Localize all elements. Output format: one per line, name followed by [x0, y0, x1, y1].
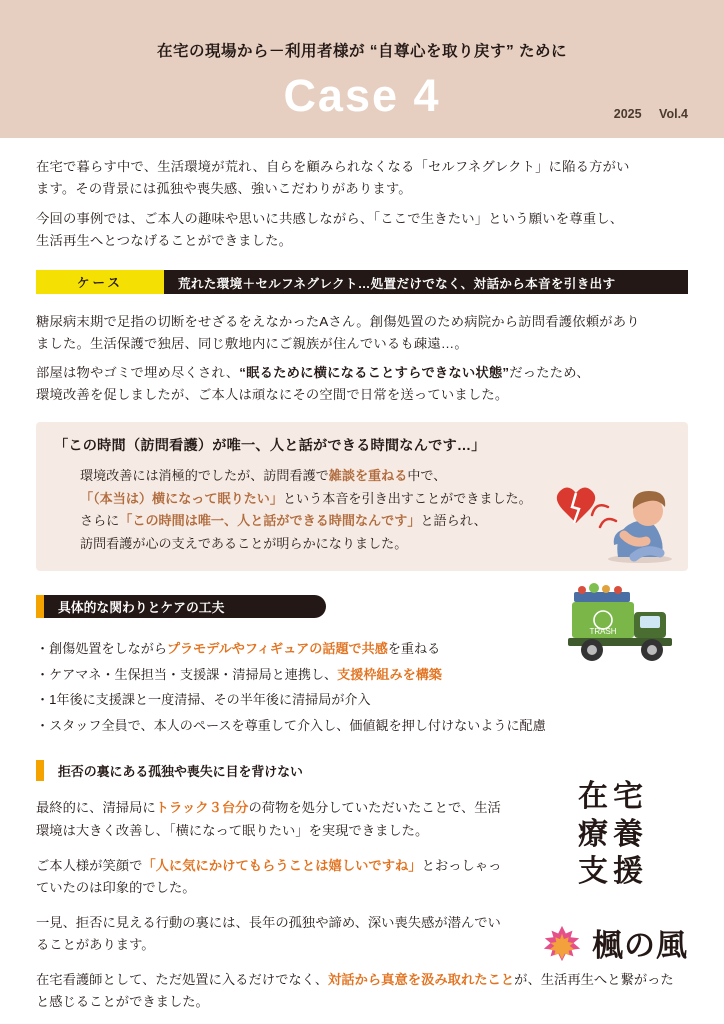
case-desc-line-3c: だったため、 [509, 365, 590, 381]
quote-line-1-emphasis: 雑談を重ねる [328, 468, 408, 484]
bullet-1-text-b: を重ねる [387, 641, 441, 657]
section-heading-loneliness-label: 拒否の裏にある孤独や喪失に目を背けない [58, 764, 303, 780]
closing-2b: とお [421, 857, 449, 873]
closing-paragraph-3 [36, 912, 506, 956]
company-logo-name: 楓の風 [592, 928, 688, 964]
case-desc-line-2: ました。生活保護で独居、同じ敷地内にご親族が住んでいるも疎遠…。 [36, 335, 468, 351]
bullet-4-text-a: ・スタッフ全員で、本人のペースを尊重して介入し、価値観を押し付けないように配慮 [36, 717, 546, 733]
header-meta [600, 107, 688, 121]
bullet-2-emphasis: 支援枠組みを構築 [337, 666, 442, 682]
accent-bar-icon [36, 760, 44, 781]
closing-4a: 在宅看護師として、ただ処置に入るだけでなく、 [36, 971, 328, 987]
brush-logo-line-3: 支援 [578, 854, 648, 889]
closing-2c: っしゃっていたのは印象的でした。 [36, 857, 502, 895]
case-banner-text: 荒れた環境＋セルフネグレクト…処置だけでなく、対話から本音を引き出す [164, 270, 688, 294]
closing-paragraph-1 [36, 797, 506, 841]
quote-line-1a: 環境改善には消極的でしたが、訪問看護で [80, 468, 329, 484]
closing-paragraph-4 [36, 969, 676, 1013]
document-header [0, 0, 724, 138]
quote-line-2-emphasis: 「（本当は）横になって眠りたい」 [80, 490, 283, 506]
list-item [36, 687, 688, 713]
closing-3a: 一見、拒否に見える行動の裏には、長年の孤独や諦め、深い喪失感が [36, 914, 448, 930]
brush-calligraphy-logo [538, 778, 688, 898]
closing-1-emphasis: トラック３台分 [155, 800, 249, 816]
closing-1c: で、生活環境は大きく改善し、「横になって眠りたい」を実現できま [36, 800, 501, 838]
quote-line-3a: さらに [80, 513, 120, 529]
closing-paragraph-2 [36, 855, 506, 899]
closing-4-emphasis: 対話から真意を汲み [328, 971, 448, 987]
sitting-person-illustration [556, 471, 676, 563]
header-volume: Vol.4 [659, 107, 688, 121]
case-desc-line-3-emphasis: “眠るために横になることすらできない状態” [239, 365, 510, 381]
bullet-2-text-a: ・ケアマネ・生保担当・支援課・清掃局と連携し、 [36, 666, 338, 682]
quote-line-1c: 中で、 [407, 468, 447, 484]
intro-line-4: 生活再生へとつなげることができました。 [36, 232, 293, 248]
quote-line-3-emphasis: 「この時間は唯一、人と話ができる時間なんです」 [119, 513, 421, 529]
intro-line-2: ます。その背景には孤独や喪失感、強いこだわりがあります。 [36, 180, 412, 196]
brush-logo-line-2: 療養 [578, 816, 648, 852]
case-desc-line-3 [36, 362, 688, 384]
page-title: Case 4 [283, 70, 441, 121]
case-banner-label: ケース [36, 270, 164, 294]
intro-paragraph [36, 156, 688, 251]
quote-line-4: 訪問看護が心の支えであることが明らかになりました。 [80, 535, 408, 551]
header-year: 2025 [613, 107, 642, 121]
intro-line-3: 今回の事例では、ご本人の趣味や思いに共感しながら、「ここで生きたい」という願いを尊重し、 [36, 211, 624, 227]
case-desc-line-4: 環境改善を促しましたが、ご本人は頑なにその空間で日常を送っていました。 [36, 386, 509, 402]
brush-logo-line-1: 在宅 [578, 779, 648, 814]
closing-4-emphasis-2: 取れたこと [447, 971, 515, 987]
intro-line-1: 在宅で暮らす中で、生活環境が荒れ、自らを顧みられなくなる「セルフネグレクト」に陥る方がい [36, 159, 630, 174]
closing-1d: した。 [388, 822, 429, 838]
quote-line-3c: と語られ、 [420, 513, 487, 529]
bullet-1-emphasis: プラモデルやフィギュアの話題で共感 [166, 641, 388, 657]
case-desc-line-3a: 部屋は物やゴミで埋め尽くされ、 [36, 365, 240, 381]
bullet-1-text-a: ・創傷処置をしながら [36, 641, 167, 657]
list-item [36, 713, 688, 739]
section-heading-care [36, 595, 326, 618]
quote-panel [36, 422, 688, 571]
closing-4c: が、生活再生へと繋がったと感じることができました。 [36, 971, 674, 1009]
section-heading-care-label: 具体的な関わりとケアの工夫 [58, 600, 225, 616]
case-desc-line-1: 糖尿病末期で足指の切断をせざるをえなかったAさん。創傷処置のため病院から訪問看護依頼があり [36, 314, 640, 330]
company-logo [541, 920, 688, 965]
closing-1a: 最終的に、清掃局に [36, 800, 156, 816]
closing-1b: の荷物を処分していただいたこと [248, 800, 448, 816]
accent-bar-icon [36, 595, 44, 618]
truck-label: TRASH [589, 627, 617, 636]
quote-line-2b: という本音を引き出すことができました。 [282, 490, 532, 506]
closing-2a: ご本人様が笑顔で [36, 857, 143, 873]
case-banner [36, 270, 688, 294]
closing-2-emphasis: 「人に気にかけてもらうことは嬉しいですね」 [142, 857, 422, 873]
bullet-3-text-a: ・1年後に支援課と一度清掃、その半年後に清掃局が介入 [36, 692, 371, 708]
garbage-truck-illustration [548, 576, 698, 676]
quote-heading: 「この時間（訪問看護）が唯一、人と話ができる時間なんです…」 [54, 438, 486, 455]
case-description [36, 311, 688, 405]
closing-3b: 潜んでいることがあります。 [36, 914, 501, 952]
header-subtitle: 在宅の現場から－利用者様が “自尊心を取り戻す” ために [156, 43, 568, 60]
maple-leaf-icon [541, 922, 583, 964]
